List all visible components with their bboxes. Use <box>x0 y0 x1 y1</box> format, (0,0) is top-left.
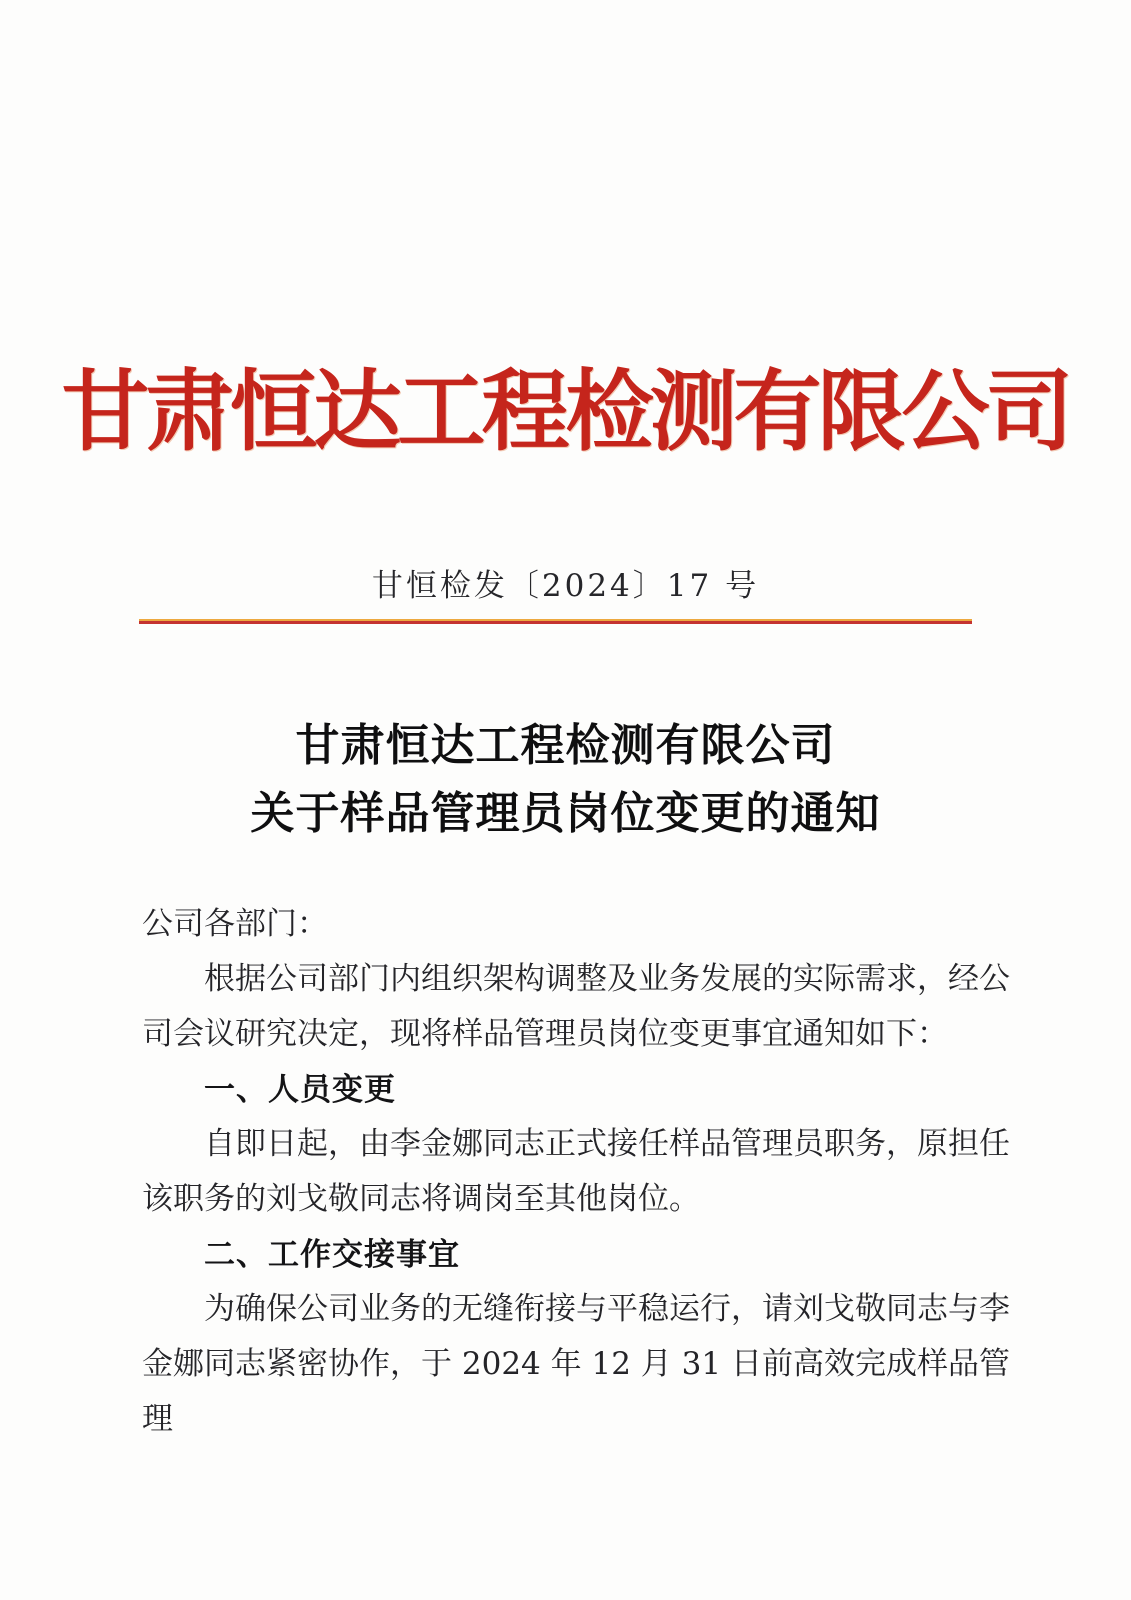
notice-title-line2: 关于样品管理员岗位变更的通知 <box>250 788 881 839</box>
notice-title <box>0 712 1131 848</box>
section-1-paragraph: 自即日起，由李金娜同志正式接任样品管理员职务，原担任该职务的刘戈敬同志将调岗至其他岗位。 <box>142 1126 1010 1217</box>
letterhead-company-name: 甘肃恒达工程检测有限公司 <box>61 359 1070 463</box>
section-2-heading: 二、工作交接事宜 <box>204 1237 460 1272</box>
section-2-paragraph: 为确保公司业务的无缝衔接与平稳运行，请刘戈敬同志与李金娜同志紧密协作，于 2024 年 12 月 31 日前高效完成样品管理 <box>142 1291 1010 1437</box>
notice-title-line1: 甘肃恒达工程检测有限公司 <box>295 720 836 771</box>
red-divider-line <box>139 619 972 624</box>
intro-paragraph: 根据公司部门内组织架构调整及业务发展的实际需求，经公司会议研究决定，现将样品管理员岗位变更事宜通知如下： <box>142 961 1010 1052</box>
doc-number: 甘恒检发〔2024〕17 号 <box>371 568 760 604</box>
section-1-heading: 一、人员变更 <box>204 1072 396 1107</box>
salutation: 公司各部门： <box>142 906 328 942</box>
notice-body <box>142 897 1010 1447</box>
